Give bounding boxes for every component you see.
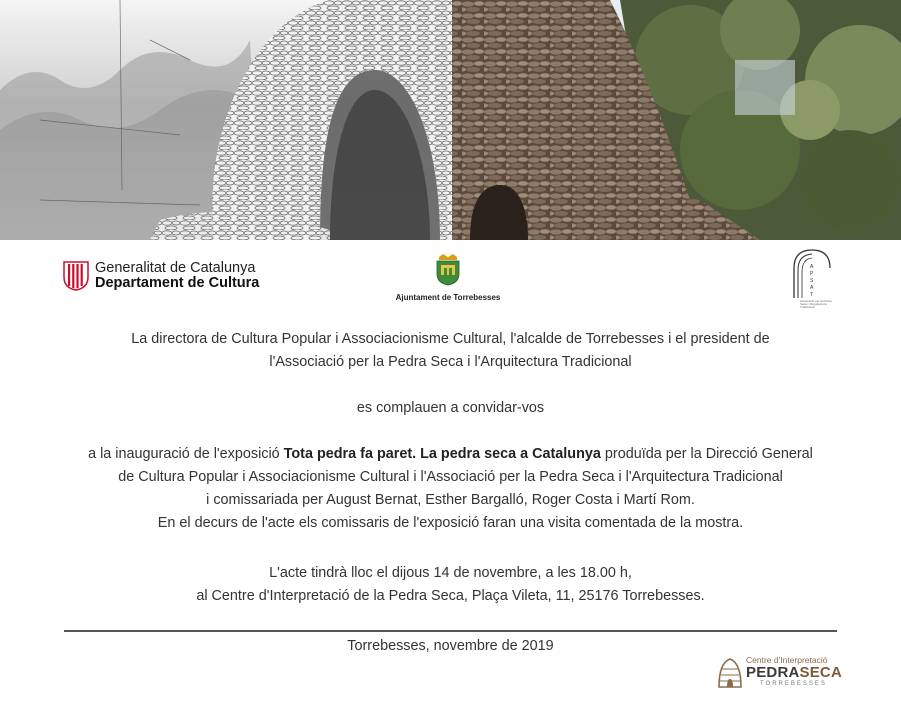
department-name: Departament de Cultura xyxy=(95,275,260,291)
event-details xyxy=(40,562,861,608)
coat-of-arms-icon xyxy=(435,254,461,286)
exhibition-title: Tota pedra fa paret. La pedra seca a Catalunya xyxy=(283,446,601,462)
intro-line-2: l'Associació per la Pedra Seca i l'Arquitectura Tradicional xyxy=(269,354,632,370)
pedraseca-logo xyxy=(716,655,841,691)
apsat-letter: A xyxy=(810,285,814,291)
pedraseca-main-b: SECA xyxy=(799,664,842,681)
inauguration-paragraph xyxy=(40,443,861,535)
inaug-line-3: i comissariada per August Bernat, Esther Bargalló, Roger Costa i Martí Rom. xyxy=(206,492,695,508)
place-date: Torrebesses, novembre de 2019 xyxy=(347,638,554,654)
apsat-letter: S xyxy=(810,278,814,284)
apsat-arch-icon xyxy=(786,248,836,300)
hut-icon xyxy=(716,655,744,689)
apsat-letter: A xyxy=(810,264,814,270)
pedraseca-main-a: PEDRA xyxy=(746,664,800,681)
pedraseca-sub: TORREBESSES xyxy=(760,681,827,687)
inaug-post: produïda per la Direcció General xyxy=(600,446,813,462)
pedraseca-top: Centre d'Interpretació xyxy=(746,655,828,665)
inaug-pre: a la inauguració de l'exposició xyxy=(88,446,284,462)
generalitat-name: Generalitat de Catalunya xyxy=(95,260,256,276)
event-when: L'acte tindrà lloc el dijous 14 de novembre, a les 18.00 h, xyxy=(269,565,632,581)
header-banner xyxy=(0,0,901,240)
inaug-line-2: de Cultura Popular i Associacionisme Cultural i l'Associació per la Pedra Seca i l'Arquitectura Tradicional xyxy=(118,469,783,485)
apsat-tagline: Associació per la Pedra Seca i l'Arquitectura Tradicional xyxy=(800,299,832,309)
inaug-line-4: En el decurs de l'acte els comissaris de l'exposició faran una visita comentada de la mostra. xyxy=(157,515,744,531)
apsat-letter: T xyxy=(810,292,814,298)
apsat-letter: P xyxy=(810,271,814,277)
intro-paragraph xyxy=(40,328,861,374)
ajuntament-name: Ajuntament de Torrebesses xyxy=(395,293,501,302)
intro-line-1: La directora de Cultura Popular i Associacionisme Cultural, l'alcalde de Torrebesses i el president de xyxy=(131,331,770,347)
apsat-logo xyxy=(786,248,836,310)
senyera-emblem-icon xyxy=(63,261,89,291)
pedraseca-main xyxy=(746,664,842,681)
divider xyxy=(64,630,837,632)
header-image xyxy=(0,0,901,240)
event-where: al Centre d'Interpretació de la Pedra Seca, Plaça Vileta, 11, 25176 Torrebesses. xyxy=(196,588,705,604)
ajuntament-logo xyxy=(383,254,513,302)
invite-line: es complauen a convidar-vos xyxy=(356,400,545,416)
generalitat-logo xyxy=(63,261,259,291)
